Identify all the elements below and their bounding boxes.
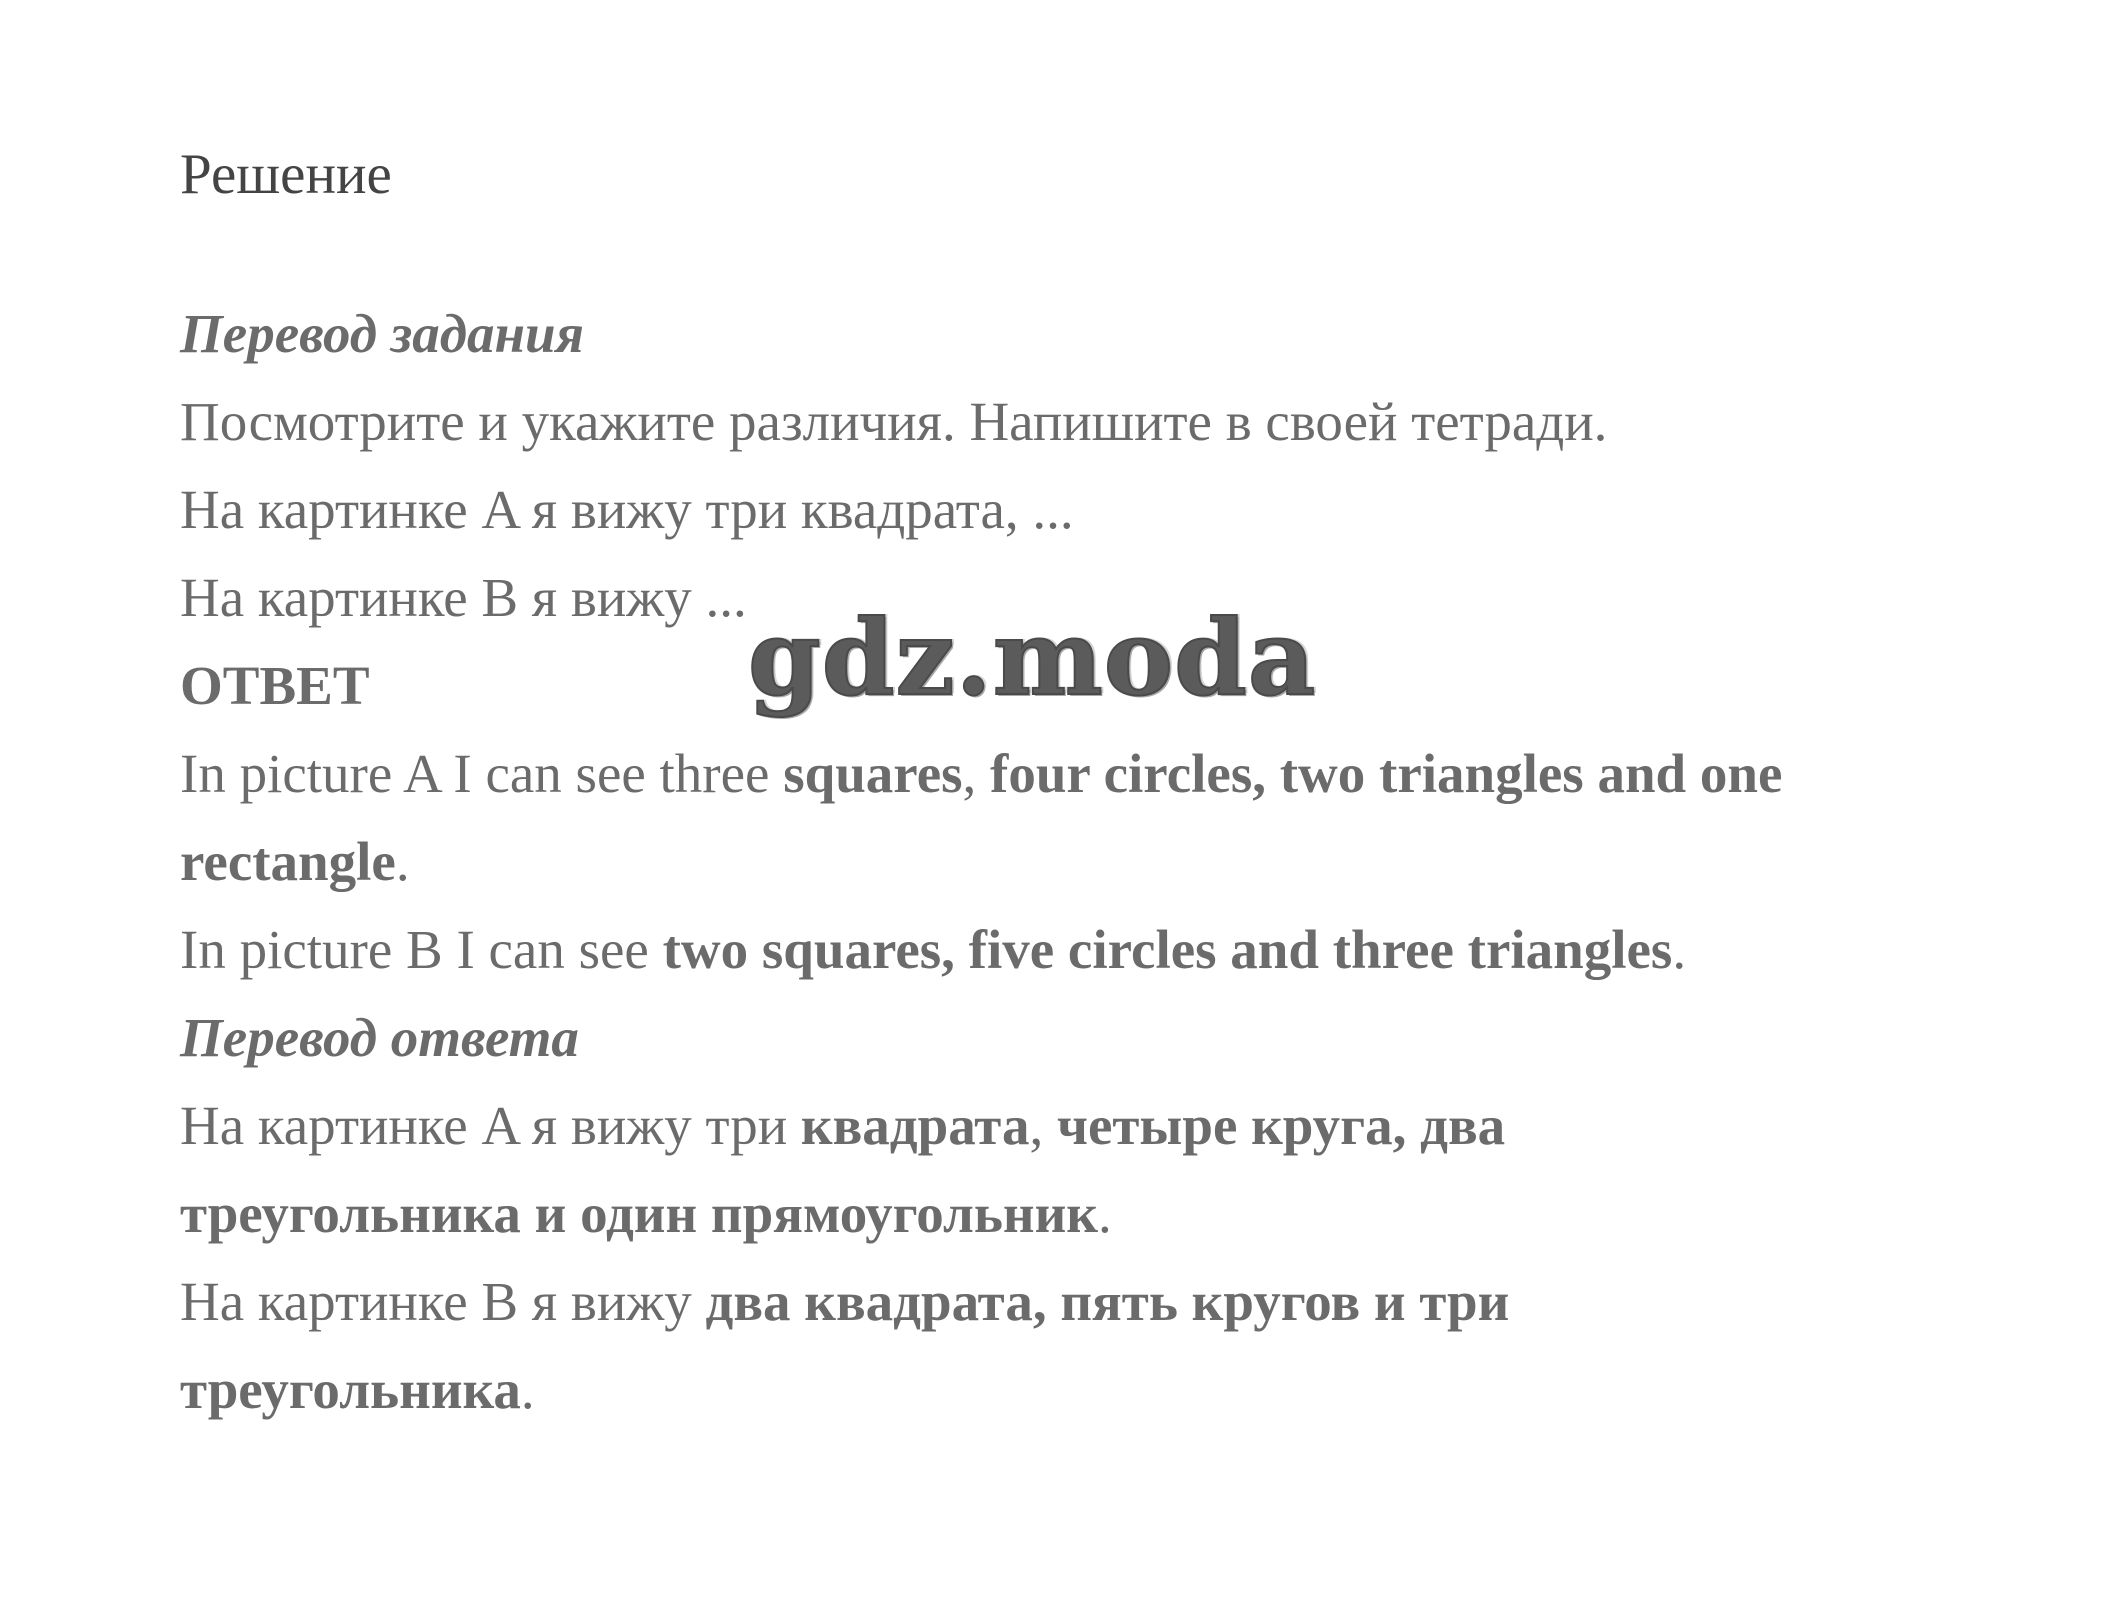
task-line-2: На картинке A я вижу три квадрата, ...: [180, 479, 1074, 540]
task-translation-label: Перевод задания: [180, 303, 584, 364]
answer-translation-label: Перевод ответа: [180, 1007, 579, 1068]
answer-a-line-2: [180, 818, 2060, 906]
answer-b-text-2: .: [1672, 919, 1687, 980]
task-line-3: На картинке B я вижу ...: [180, 567, 747, 628]
translation-b-line-2: [180, 1346, 2060, 1434]
translation-b-bold-2: треугольника: [180, 1359, 521, 1420]
answer-label: ОТВЕТ: [180, 655, 370, 716]
answer-b-bold-1: two squares, five circles and three triangles: [662, 919, 1673, 980]
translation-a-text-3: .: [1098, 1183, 1112, 1244]
translation-b-text-2: .: [520, 1359, 535, 1420]
answer-a-bold-1: squares: [783, 743, 963, 804]
answer-a-text-1: In picture A I can see three: [180, 743, 784, 804]
translation-a-text-1: На картинке A я вижу три: [180, 1095, 801, 1156]
answer-a-text-3: .: [395, 831, 410, 892]
translation-a-bold-1: квадрата: [800, 1095, 1030, 1156]
document-body: [180, 290, 2060, 1434]
translation-b-line-1: [180, 1258, 2060, 1346]
translation-a-bold-2: четыре круга, два: [1056, 1095, 1506, 1156]
answer-a-bold-2: four circles, two triangles and one: [990, 743, 1783, 804]
watermark-logo: gdz.moda: [748, 596, 1317, 719]
answer-b-text-1: In picture B I can see: [180, 919, 663, 980]
translation-a-line-1: [180, 1082, 2060, 1170]
translation-a-bold-3: треугольника и один прямоугольник: [180, 1183, 1099, 1244]
answer-b-line: [180, 906, 2060, 994]
task-line-1: Посмотрите и укажите различия. Напишите в своей тетради.: [180, 391, 1608, 452]
translation-b-text-1: На картинке B я вижу: [180, 1271, 706, 1332]
answer-a-bold-3: rectangle: [180, 831, 396, 892]
answer-a-text-2: ,: [962, 743, 991, 804]
translation-b-bold-1: два квадрата, пять кругов и три: [705, 1271, 1510, 1332]
translation-a-line-2: [180, 1170, 2060, 1258]
page-heading: Решение: [180, 143, 392, 206]
translation-a-text-2: ,: [1029, 1095, 1057, 1156]
answer-a-line-1: [180, 730, 2060, 818]
